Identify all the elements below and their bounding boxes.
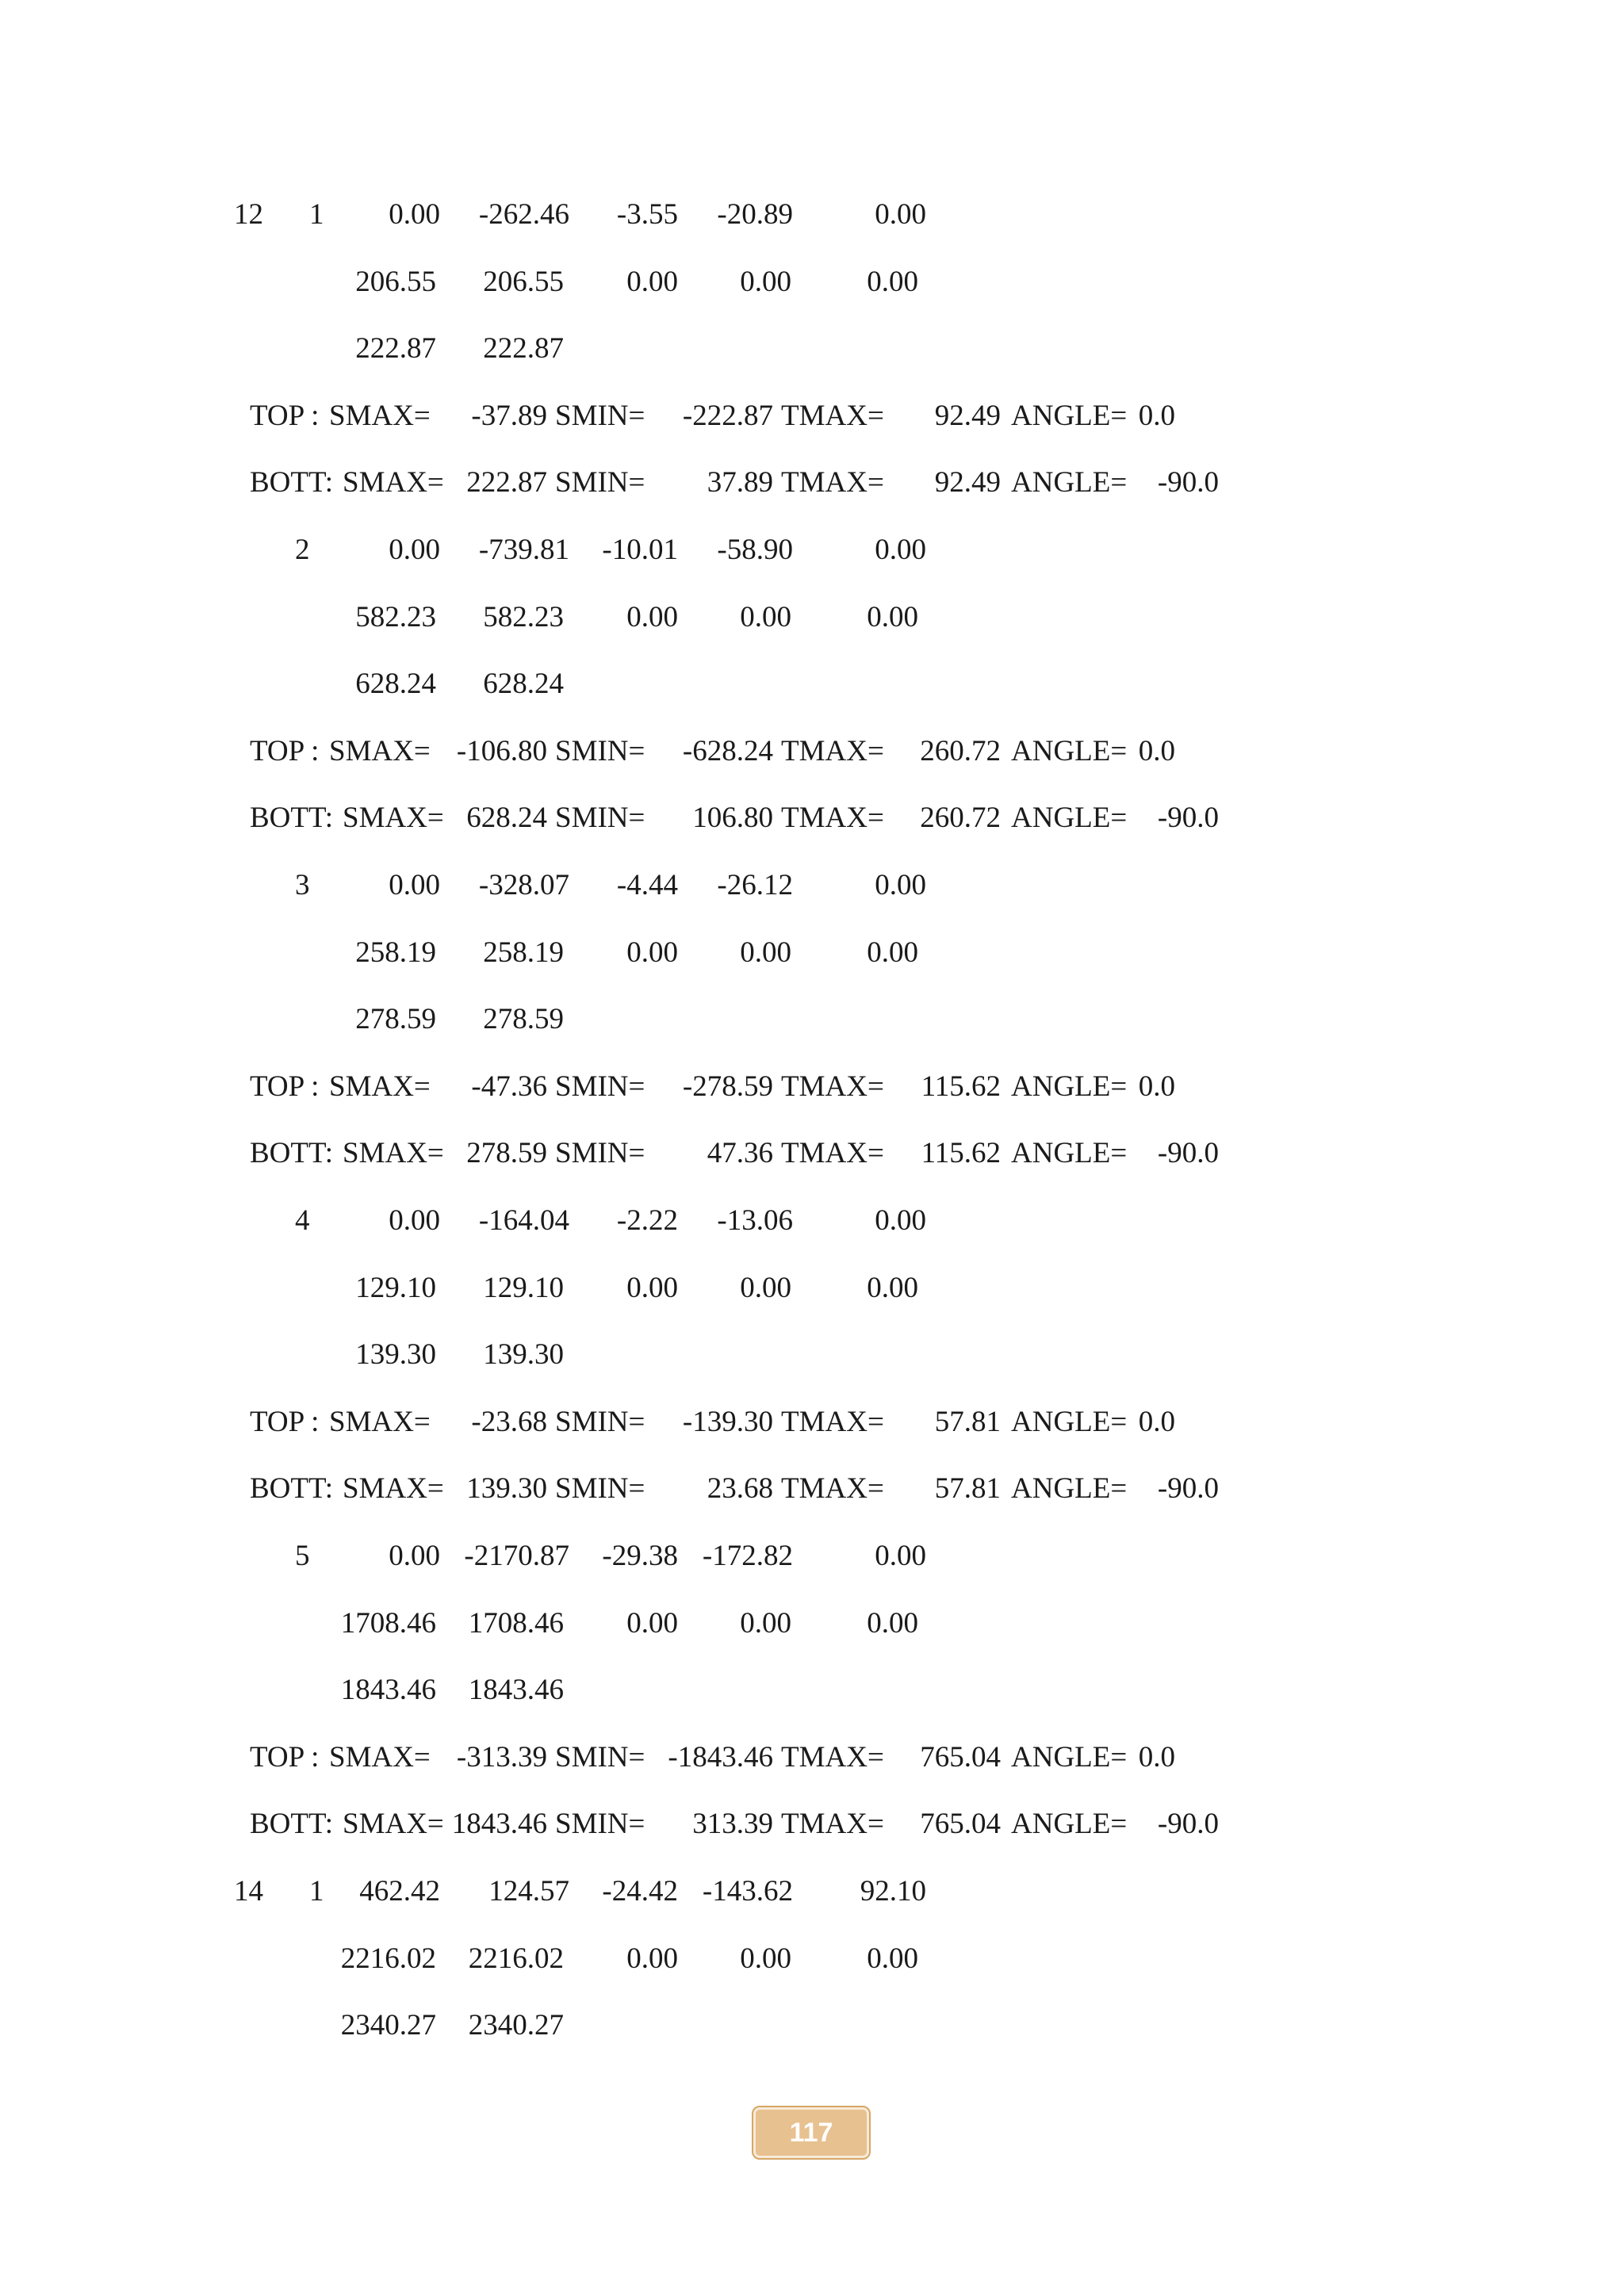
- moment-value: 0.00: [740, 265, 791, 298]
- smax-value: -47.36: [471, 1070, 547, 1103]
- smax-label: SMAX=: [329, 1070, 431, 1103]
- force-value: 0.00: [389, 534, 440, 566]
- angle-value: 0.0: [1138, 1070, 1175, 1103]
- listing-line: [0, 2002, 1624, 2049]
- resultant-value: 1843.46: [468, 1674, 564, 1707]
- moment-value: 258.19: [355, 936, 436, 969]
- angle-value: -90.0: [1157, 466, 1219, 499]
- force-value: -2.22: [616, 1204, 678, 1237]
- bottom-surface-label: BOTT:: [250, 1472, 334, 1506]
- tmax-label: TMAX=: [781, 802, 884, 835]
- force-value: 0.00: [875, 1204, 926, 1237]
- top-surface-label: TOP :: [250, 1070, 320, 1103]
- node-id: 3: [295, 869, 310, 901]
- top-surface-label: TOP :: [250, 399, 320, 432]
- moment-value: 2216.02: [468, 1942, 564, 1975]
- smax-label: SMAX=: [343, 802, 444, 835]
- angle-value: 0.0: [1138, 1405, 1175, 1438]
- smin-label: SMIN=: [555, 399, 645, 432]
- moment-value: 0.00: [626, 265, 678, 298]
- smax-label: SMAX=: [343, 1808, 444, 1841]
- tmax-label: TMAX=: [781, 1137, 884, 1170]
- smax-value: 222.87: [466, 466, 547, 499]
- moment-value: 0.00: [740, 1271, 791, 1304]
- moment-value: 0.00: [867, 1271, 918, 1304]
- listing-line: [0, 1130, 1624, 1177]
- force-value: -10.01: [602, 534, 678, 566]
- node-id: 2: [295, 534, 310, 566]
- angle-value: 0.0: [1138, 1740, 1175, 1774]
- force-value: 0.00: [389, 1204, 440, 1237]
- listing-line: [0, 1734, 1624, 1781]
- angle-label: ANGLE=: [1011, 1137, 1128, 1170]
- resultant-value: 222.87: [483, 332, 564, 365]
- force-value: 462.42: [359, 1875, 440, 1908]
- angle-value: -90.0: [1157, 1472, 1219, 1506]
- node-id: 1: [309, 1875, 324, 1908]
- resultant-value: 139.30: [355, 1338, 436, 1372]
- angle-label: ANGLE=: [1011, 734, 1128, 767]
- listing-line: [0, 862, 1624, 909]
- force-value: -2170.87: [464, 1540, 569, 1572]
- resultant-value: 278.59: [355, 1003, 436, 1036]
- smax-value: -106.80: [456, 734, 547, 767]
- smax-value: 628.24: [466, 802, 547, 835]
- force-value: -164.04: [478, 1204, 569, 1237]
- smin-value: -278.59: [682, 1070, 773, 1103]
- tmax-label: TMAX=: [781, 1808, 884, 1841]
- smin-value: 23.68: [707, 1472, 773, 1506]
- node-id: 1: [309, 198, 324, 231]
- moment-value: 258.19: [483, 936, 564, 969]
- smax-label: SMAX=: [343, 1472, 444, 1506]
- smin-label: SMIN=: [555, 734, 645, 767]
- angle-value: -90.0: [1157, 1808, 1219, 1841]
- bottom-surface-label: BOTT:: [250, 802, 334, 835]
- moment-value: 0.00: [626, 1271, 678, 1304]
- listing-line: [0, 929, 1624, 977]
- moment-value: 0.00: [626, 1942, 678, 1975]
- smin-label: SMIN=: [555, 1740, 645, 1774]
- listing-line: [0, 258, 1624, 306]
- force-value: 0.00: [875, 534, 926, 566]
- bottom-surface-label: BOTT:: [250, 1808, 334, 1841]
- smin-value: 37.89: [707, 466, 773, 499]
- force-value: -4.44: [616, 869, 678, 901]
- moment-value: 129.10: [483, 1271, 564, 1304]
- page-number-badge: 117: [753, 2107, 869, 2158]
- smax-label: SMAX=: [329, 1740, 431, 1774]
- force-value: -3.55: [616, 198, 678, 231]
- angle-label: ANGLE=: [1011, 1808, 1128, 1841]
- force-value: -24.42: [602, 1875, 678, 1908]
- smax-value: -23.68: [471, 1405, 547, 1438]
- tmax-value: 92.49: [934, 466, 1001, 499]
- resultant-value: 1843.46: [340, 1674, 436, 1707]
- smax-value: -37.89: [471, 399, 547, 432]
- resultant-value: 222.87: [355, 332, 436, 365]
- tmax-value: 92.49: [934, 399, 1001, 432]
- top-surface-label: TOP :: [250, 1740, 320, 1774]
- moment-value: 0.00: [867, 265, 918, 298]
- smin-label: SMIN=: [555, 1070, 645, 1103]
- listing-line: [0, 191, 1624, 239]
- moment-value: 0.00: [867, 600, 918, 633]
- tmax-label: TMAX=: [781, 1070, 884, 1103]
- moment-value: 0.00: [740, 1606, 791, 1640]
- resultant-value: 2340.27: [340, 2009, 436, 2042]
- smax-label: SMAX=: [343, 1137, 444, 1170]
- smin-label: SMIN=: [555, 1472, 645, 1506]
- listing-line: [0, 1935, 1624, 1983]
- force-value: -58.90: [717, 534, 793, 566]
- force-value: -143.62: [702, 1875, 793, 1908]
- tmax-value: 115.62: [921, 1070, 1001, 1103]
- listing-line: [0, 1600, 1624, 1647]
- top-surface-label: TOP :: [250, 1405, 320, 1438]
- angle-value: 0.0: [1138, 399, 1175, 432]
- angle-label: ANGLE=: [1011, 399, 1128, 432]
- moment-value: 0.00: [626, 600, 678, 633]
- listing-line: [0, 1399, 1624, 1446]
- smax-value: -313.39: [456, 1740, 547, 1774]
- listing-line: [0, 1667, 1624, 1714]
- smin-value: 106.80: [692, 802, 773, 835]
- listing-line: [0, 1868, 1624, 1915]
- smax-value: 1843.46: [451, 1808, 547, 1841]
- angle-label: ANGLE=: [1011, 466, 1128, 499]
- moment-value: 0.00: [867, 1606, 918, 1640]
- angle-label: ANGLE=: [1011, 802, 1128, 835]
- moment-value: 0.00: [740, 1942, 791, 1975]
- tmax-value: 115.62: [921, 1137, 1001, 1170]
- listing-line: [0, 1265, 1624, 1312]
- listing-line: [0, 459, 1624, 507]
- listing-line: [0, 660, 1624, 708]
- tmax-value: 765.04: [920, 1808, 1001, 1841]
- smax-value: 278.59: [466, 1137, 547, 1170]
- smin-label: SMIN=: [555, 802, 645, 835]
- listing-line: [0, 1800, 1624, 1848]
- listing-line: [0, 325, 1624, 373]
- listing-line: [0, 1063, 1624, 1111]
- angle-label: ANGLE=: [1011, 1472, 1128, 1506]
- smin-value: -1843.46: [668, 1740, 773, 1774]
- smax-label: SMAX=: [329, 399, 431, 432]
- moment-value: 206.55: [483, 265, 564, 298]
- smax-label: SMAX=: [329, 734, 431, 767]
- bottom-surface-label: BOTT:: [250, 466, 334, 499]
- tmax-label: TMAX=: [781, 1740, 884, 1774]
- resultant-value: 278.59: [483, 1003, 564, 1036]
- element-id: 12: [234, 198, 263, 231]
- node-id: 4: [295, 1204, 310, 1237]
- force-value: -26.12: [717, 869, 793, 901]
- tmax-label: TMAX=: [781, 466, 884, 499]
- listing-line: [0, 996, 1624, 1043]
- tmax-value: 57.81: [934, 1405, 1001, 1438]
- bottom-surface-label: BOTT:: [250, 1137, 334, 1170]
- force-value: 0.00: [389, 869, 440, 901]
- moment-value: 582.23: [483, 600, 564, 633]
- force-value: 0.00: [389, 198, 440, 231]
- listing-line: [0, 392, 1624, 440]
- moment-value: 0.00: [867, 1942, 918, 1975]
- listing-line: [0, 1533, 1624, 1580]
- angle-label: ANGLE=: [1011, 1405, 1128, 1438]
- tmax-label: TMAX=: [781, 1472, 884, 1506]
- smax-label: SMAX=: [329, 1405, 431, 1438]
- force-value: 124.57: [488, 1875, 569, 1908]
- angle-value: -90.0: [1157, 1137, 1219, 1170]
- moment-value: 206.55: [355, 265, 436, 298]
- element-id: 14: [234, 1875, 263, 1908]
- moment-value: 2216.02: [340, 1942, 436, 1975]
- smin-value: -628.24: [682, 734, 773, 767]
- force-value: 0.00: [875, 869, 926, 901]
- tmax-label: TMAX=: [781, 399, 884, 432]
- force-value: -20.89: [717, 198, 793, 231]
- smax-value: 139.30: [466, 1472, 547, 1506]
- resultant-value: 139.30: [483, 1338, 564, 1372]
- moment-value: 0.00: [626, 1606, 678, 1640]
- smin-value: -139.30: [682, 1405, 773, 1438]
- moment-value: 0.00: [740, 600, 791, 633]
- listing-line: [0, 1197, 1624, 1245]
- moment-value: 1708.46: [468, 1606, 564, 1640]
- tmax-value: 57.81: [934, 1472, 1001, 1506]
- moment-value: 0.00: [626, 936, 678, 969]
- listing-line: [0, 1465, 1624, 1513]
- smin-label: SMIN=: [555, 1808, 645, 1841]
- force-value: 0.00: [875, 198, 926, 231]
- resultant-value: 628.24: [355, 668, 436, 701]
- listing-line: [0, 526, 1624, 574]
- moment-value: 582.23: [355, 600, 436, 633]
- tmax-value: 260.72: [920, 734, 1001, 767]
- listing-line: [0, 728, 1624, 775]
- node-id: 5: [295, 1540, 310, 1572]
- moment-value: 0.00: [867, 936, 918, 969]
- force-value: -172.82: [702, 1540, 793, 1572]
- smin-value: 47.36: [707, 1137, 773, 1170]
- force-value: 92.10: [860, 1875, 926, 1908]
- tmax-value: 765.04: [920, 1740, 1001, 1774]
- angle-value: 0.0: [1138, 734, 1175, 767]
- smin-value: -222.87: [682, 399, 773, 432]
- listing-line: [0, 794, 1624, 842]
- force-value: -29.38: [602, 1540, 678, 1572]
- force-value: -13.06: [717, 1204, 793, 1237]
- force-value: 0.00: [875, 1540, 926, 1572]
- moment-value: 129.10: [355, 1271, 436, 1304]
- angle-value: -90.0: [1157, 802, 1219, 835]
- tmax-label: TMAX=: [781, 1405, 884, 1438]
- moment-value: 1708.46: [340, 1606, 436, 1640]
- force-value: 0.00: [389, 1540, 440, 1572]
- smin-label: SMIN=: [555, 1137, 645, 1170]
- smin-label: SMIN=: [555, 466, 645, 499]
- resultant-value: 2340.27: [468, 2009, 564, 2042]
- listing-line: [0, 1331, 1624, 1379]
- force-value: -262.46: [478, 198, 569, 231]
- force-value: -328.07: [478, 869, 569, 901]
- smin-label: SMIN=: [555, 1405, 645, 1438]
- tmax-label: TMAX=: [781, 734, 884, 767]
- moment-value: 0.00: [740, 936, 791, 969]
- force-value: -739.81: [478, 534, 569, 566]
- resultant-value: 628.24: [483, 668, 564, 701]
- smax-label: SMAX=: [343, 466, 444, 499]
- angle-label: ANGLE=: [1011, 1740, 1128, 1774]
- top-surface-label: TOP :: [250, 734, 320, 767]
- angle-label: ANGLE=: [1011, 1070, 1128, 1103]
- listing-line: [0, 594, 1624, 641]
- smin-value: 313.39: [692, 1808, 773, 1841]
- tmax-value: 260.72: [920, 802, 1001, 835]
